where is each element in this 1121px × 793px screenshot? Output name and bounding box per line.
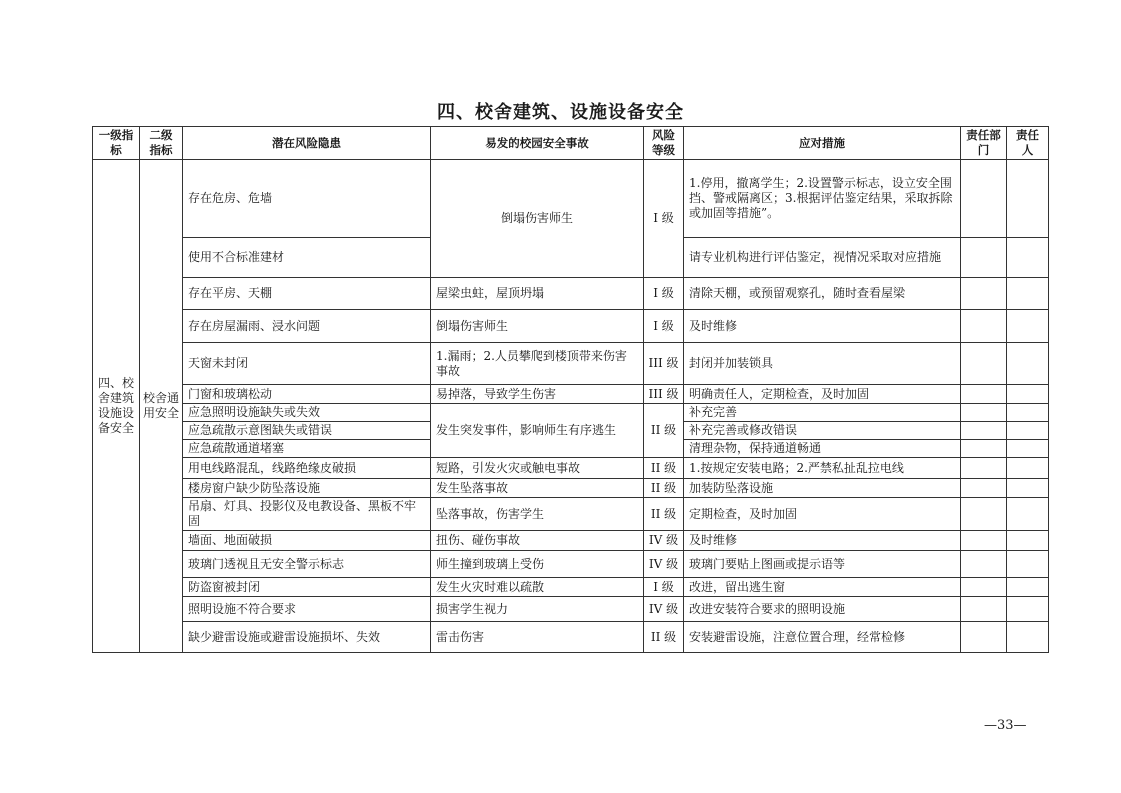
table-row (93, 531, 1049, 551)
person-cell (1007, 622, 1049, 653)
dept-cell (961, 622, 1007, 653)
header-level1: 一级指标 (93, 127, 140, 160)
table-row (93, 160, 1049, 238)
dept-cell (961, 160, 1007, 238)
dept-cell (961, 422, 1007, 440)
page-number: —33— (984, 718, 1027, 733)
level-cell: IV 级 (644, 597, 684, 622)
header-person: 责任人 (1007, 127, 1049, 160)
dept-cell (961, 310, 1007, 343)
page-title: 四、校舍建筑、设施设备安全 (437, 102, 684, 123)
dept-cell (961, 238, 1007, 278)
dept-cell (961, 578, 1007, 597)
table-row (93, 310, 1049, 343)
header-hazard: 潜在风险隐患 (183, 127, 431, 160)
accident-cell: 发生突发事件，影响师生有序逃生 (431, 404, 644, 458)
dept-cell (961, 479, 1007, 498)
hazard-cell: 应急疏散通道堵塞 (183, 440, 431, 458)
person-cell (1007, 278, 1049, 310)
measure-cell: 封闭并加装锁具 (684, 343, 961, 385)
level-cell: I 级 (644, 578, 684, 597)
measure-cell: 补充完善或修改错误 (684, 422, 961, 440)
person-cell (1007, 343, 1049, 385)
header-level: 风险等级 (644, 127, 684, 160)
dept-cell (961, 385, 1007, 404)
hazard-cell: 使用不合标准建材 (183, 238, 431, 278)
person-cell (1007, 310, 1049, 343)
risk-table (92, 126, 1049, 653)
measure-cell: 定期检查，及时加固 (684, 498, 961, 531)
accident-cell: 扭伤、碰伤事故 (431, 531, 644, 551)
accident-cell: 坠落事故，伤害学生 (431, 498, 644, 531)
accident-cell: 雷击伤害 (431, 622, 644, 653)
dept-cell (961, 597, 1007, 622)
accident-cell: 1.漏雨；2.人员攀爬到楼顶带来伤害事故 (431, 343, 644, 385)
accident-cell: 易掉落，导致学生伤害 (431, 385, 644, 404)
hazard-cell: 楼房窗户缺少防坠落设施 (183, 479, 431, 498)
measure-cell: 改进安装符合要求的照明设施 (684, 597, 961, 622)
level-cell: II 级 (644, 458, 684, 479)
measure-cell: 安装避雷设施，注意位置合理，经常检修 (684, 622, 961, 653)
dept-cell (961, 458, 1007, 479)
table-row (93, 578, 1049, 597)
measure-cell: 改进，留出逃生窗 (684, 578, 961, 597)
header-dept: 责任部门 (961, 127, 1007, 160)
accident-cell: 损害学生视力 (431, 597, 644, 622)
hazard-cell: 存在房屋漏雨、浸水问题 (183, 310, 431, 343)
dept-cell (961, 498, 1007, 531)
person-cell (1007, 458, 1049, 479)
hazard-cell: 墙面、地面破损 (183, 531, 431, 551)
dept-cell (961, 440, 1007, 458)
hazard-cell: 门窗和玻璃松动 (183, 385, 431, 404)
hazard-cell: 玻璃门透视且无安全警示标志 (183, 551, 431, 578)
hazard-cell: 防盗窗被封闭 (183, 578, 431, 597)
hazard-cell: 存在危房、危墙 (183, 160, 431, 238)
accident-cell: 屋梁虫蛀，屋顶坍塌 (431, 278, 644, 310)
table-row (93, 498, 1049, 531)
person-cell (1007, 531, 1049, 551)
person-cell (1007, 404, 1049, 422)
person-cell (1007, 238, 1049, 278)
person-cell (1007, 160, 1049, 238)
person-cell (1007, 597, 1049, 622)
table-row (93, 479, 1049, 498)
dept-cell (961, 278, 1007, 310)
hazard-cell: 照明设施不符合要求 (183, 597, 431, 622)
measure-cell: 请专业机构进行评估鉴定，视情况采取对应措施 (684, 238, 961, 278)
person-cell (1007, 385, 1049, 404)
measure-cell: 明确责任人，定期检查，及时加固 (684, 385, 961, 404)
person-cell (1007, 578, 1049, 597)
table-row (93, 343, 1049, 385)
person-cell (1007, 440, 1049, 458)
measure-cell: 补充完善 (684, 404, 961, 422)
header-row (93, 127, 1049, 160)
measure-cell: 清除天棚，或预留观察孔，随时查看屋梁 (684, 278, 961, 310)
table-row (93, 551, 1049, 578)
hazard-cell: 缺少避雷设施或避雷设施损坏、失效 (183, 622, 431, 653)
measure-cell: 加装防坠落设施 (684, 479, 961, 498)
table-row (93, 622, 1049, 653)
level-cell: IV 级 (644, 531, 684, 551)
measure-cell: 1.按规定安装电路；2.严禁私扯乱拉电线 (684, 458, 961, 479)
hazard-cell: 用电线路混乱，线路绝缘皮破损 (183, 458, 431, 479)
hazard-cell: 应急疏散示意图缺失或错误 (183, 422, 431, 440)
level1-cell: 四、校舍建筑设施设备安全 (93, 160, 140, 653)
person-cell (1007, 498, 1049, 531)
header-accident: 易发的校园安全事故 (431, 127, 644, 160)
header-measure: 应对措施 (684, 127, 961, 160)
measure-cell: 及时维修 (684, 310, 961, 343)
header-level2: 二级指标 (140, 127, 183, 160)
dept-cell (961, 343, 1007, 385)
measure-cell: 玻璃门要贴上图画或提示语等 (684, 551, 961, 578)
accident-cell: 师生撞到玻璃上受伤 (431, 551, 644, 578)
level-cell: II 级 (644, 404, 684, 458)
table-row (93, 458, 1049, 479)
hazard-cell: 存在平房、天棚 (183, 278, 431, 310)
level-cell: III 级 (644, 385, 684, 404)
accident-cell: 倒塌伤害师生 (431, 160, 644, 278)
level-cell: IV 级 (644, 551, 684, 578)
dept-cell (961, 531, 1007, 551)
level-cell: I 级 (644, 278, 684, 310)
person-cell (1007, 551, 1049, 578)
accident-cell: 倒塌伤害师生 (431, 310, 644, 343)
level-cell: II 级 (644, 622, 684, 653)
level-cell: III 级 (644, 343, 684, 385)
level-cell: II 级 (644, 479, 684, 498)
person-cell (1007, 422, 1049, 440)
measure-cell: 1.停用，撤离学生；2.设置警示标志，设立安全围挡、警戒隔离区；3.根据评估鉴定结果，采取拆除或加固等措施”。 (684, 160, 961, 238)
table-row (93, 404, 1049, 422)
level-cell: I 级 (644, 310, 684, 343)
hazard-cell: 吊扇、灯具、投影仪及电教设备、黑板不牢固 (183, 498, 431, 531)
dept-cell (961, 551, 1007, 578)
table-row (93, 278, 1049, 310)
level-cell: I 级 (644, 160, 684, 278)
table-row (93, 597, 1049, 622)
measure-cell: 清理杂物，保持通道畅通 (684, 440, 961, 458)
person-cell (1007, 479, 1049, 498)
accident-cell: 发生坠落事故 (431, 479, 644, 498)
hazard-cell: 应急照明设施缺失或失效 (183, 404, 431, 422)
dept-cell (961, 404, 1007, 422)
measure-cell: 及时维修 (684, 531, 961, 551)
level-cell: II 级 (644, 498, 684, 531)
accident-cell: 短路，引发火灾或触电事故 (431, 458, 644, 479)
table-row (93, 385, 1049, 404)
level2-cell: 校舍通用安全 (140, 160, 183, 653)
accident-cell: 发生火灾时难以疏散 (431, 578, 644, 597)
hazard-cell: 天窗未封闭 (183, 343, 431, 385)
